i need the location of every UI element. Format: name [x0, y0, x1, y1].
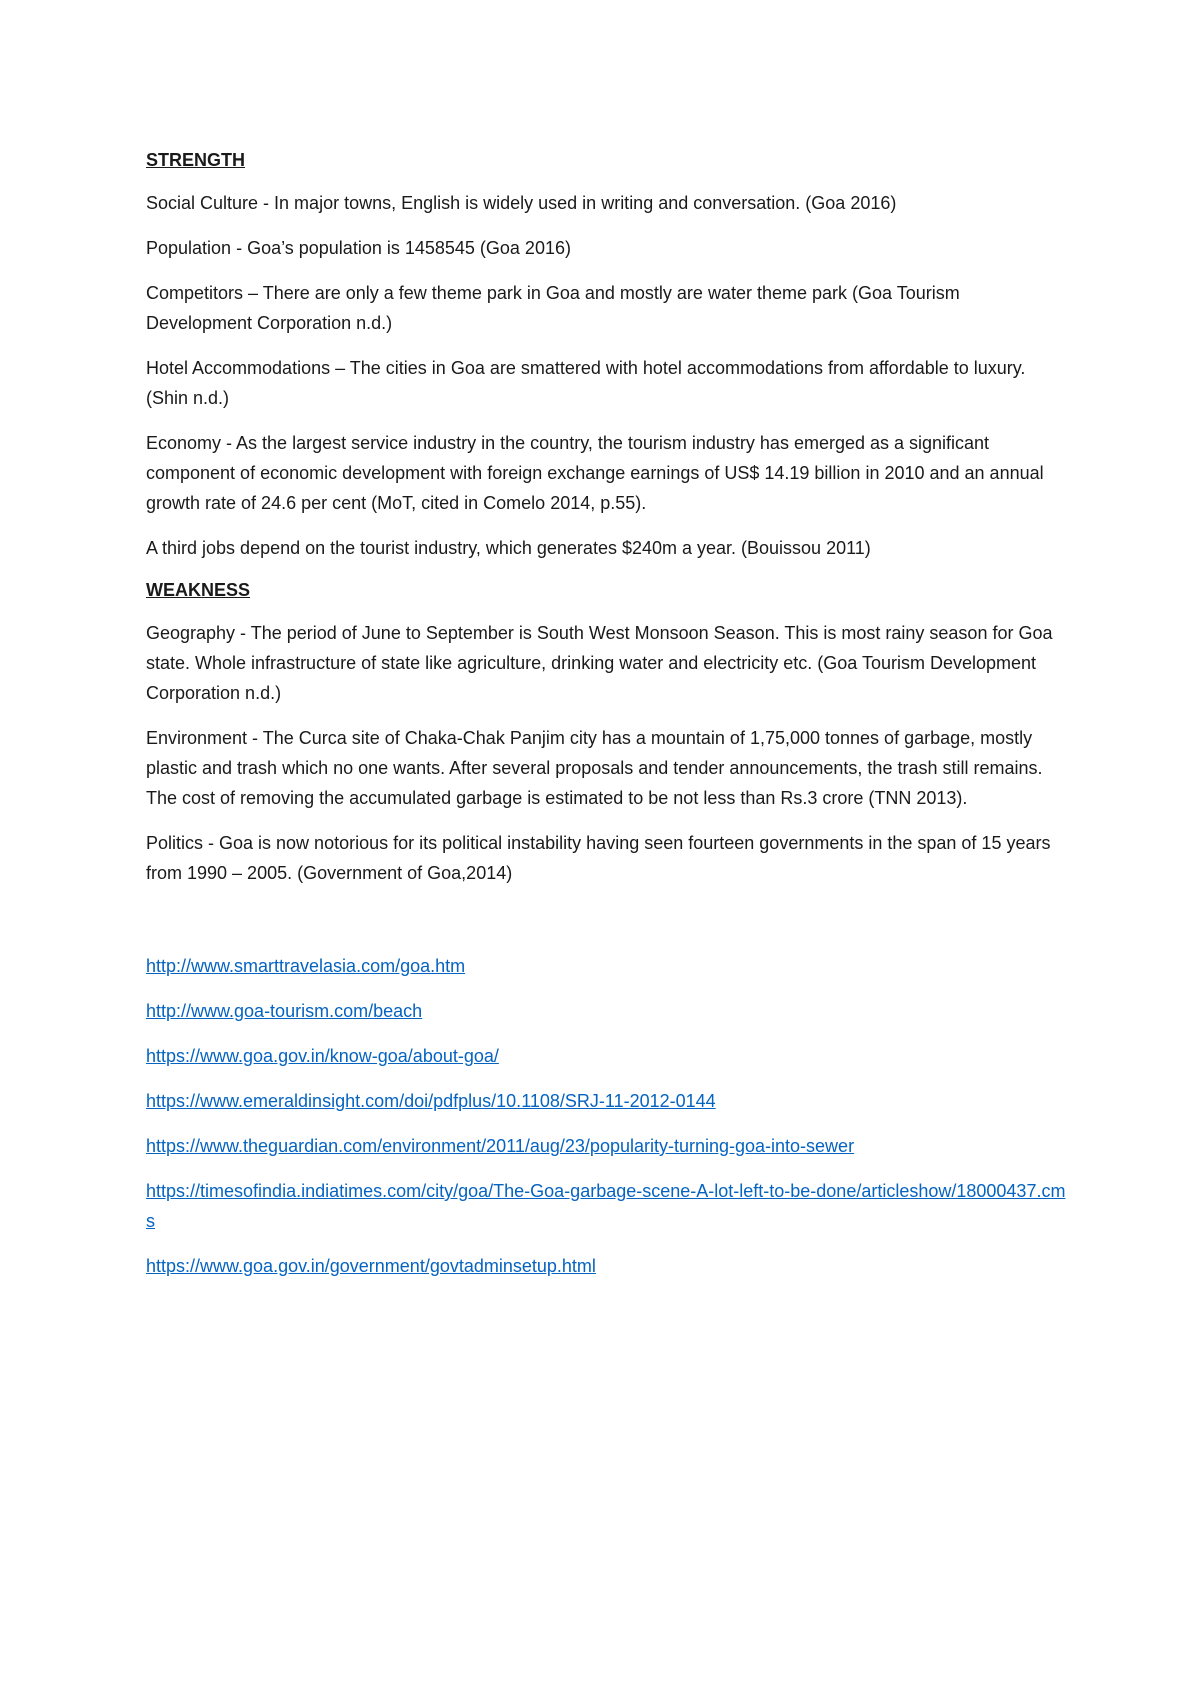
- reference-link[interactable]: https://www.emeraldinsight.com/doi/pdfplus/10.1108/SRJ-11-2012-0144: [146, 1091, 716, 1111]
- reference-link[interactable]: https://timesofindia.indiatimes.com/city/goa/The-Goa-garbage-scene-A-lot-left-to-be-done/articleshow/18000437.cms: [146, 1181, 1066, 1231]
- reference-link[interactable]: http://www.goa-tourism.com/beach: [146, 1001, 423, 1021]
- reference-link[interactable]: http://www.smarttravelasia.com/goa.htm: [146, 956, 466, 976]
- strength-competitors: Competitors – There are only a few theme park in Goa and mostly are water theme park (Goa Tourism Development Corporation n.d.): [146, 283, 960, 333]
- document-page: [146, 148, 1066, 1296]
- reference-link[interactable]: https://www.goa.gov.in/government/govtadminsetup.html: [146, 1256, 596, 1276]
- strength-heading: STRENGTH: [146, 150, 245, 170]
- strength-economy: Economy - As the largest service industry in the country, the tourism industry has emerged as a significant component of economic development with foreign exchange earnings of US$ 14.19 billion in 2010 and an annual growth rate of 24.6 per cent (MoT, cited in Comelo 2014, p.55).: [146, 433, 1044, 513]
- weakness-heading: WEAKNESS: [146, 580, 251, 600]
- reference-link[interactable]: https://www.goa.gov.in/know-goa/about-goa/: [146, 1046, 499, 1066]
- reference-link[interactable]: https://www.theguardian.com/environment/2011/aug/23/popularity-turning-goa-into-sewer: [146, 1136, 855, 1156]
- weakness-politics: Politics - Goa is now notorious for its political instability having seen fourteen governments in the span of 15 years from 1990 – 2005. (Government of Goa,2014): [146, 833, 1051, 883]
- weakness-environment: Environment - The Curca site of Chaka-Chak Panjim city has a mountain of 1,75,000 tonnes of garbage, mostly plastic and trash which no one wants. After several proposals and tender announcements, the trash still remains. The cost of removing the accumulated garbage is estimated to be not less than Rs.3 crore (TNN 2013).: [146, 728, 1043, 808]
- strength-social-culture: Social Culture - In major towns, English is widely used in writing and conversation. (Goa 2016): [146, 193, 897, 213]
- strength-hotel-accommodations: Hotel Accommodations – The cities in Goa are smattered with hotel accommodations from affordable to luxury. (Shin n.d.): [146, 358, 1026, 408]
- section-spacer: [146, 903, 1066, 951]
- strength-population: Population - Goa’s population is 1458545 (Goa 2016): [146, 238, 571, 258]
- weakness-geography: Geography - The period of June to September is South West Monsoon Season. This is most rainy season for Goa state. Whole infrastructure of state like agriculture, drinking water and electricity etc. (Goa Tourism Development Corporation n.d.): [146, 623, 1053, 703]
- strength-jobs: A third jobs depend on the tourist industry, which generates $240m a year. (Bouissou 2011): [146, 538, 871, 558]
